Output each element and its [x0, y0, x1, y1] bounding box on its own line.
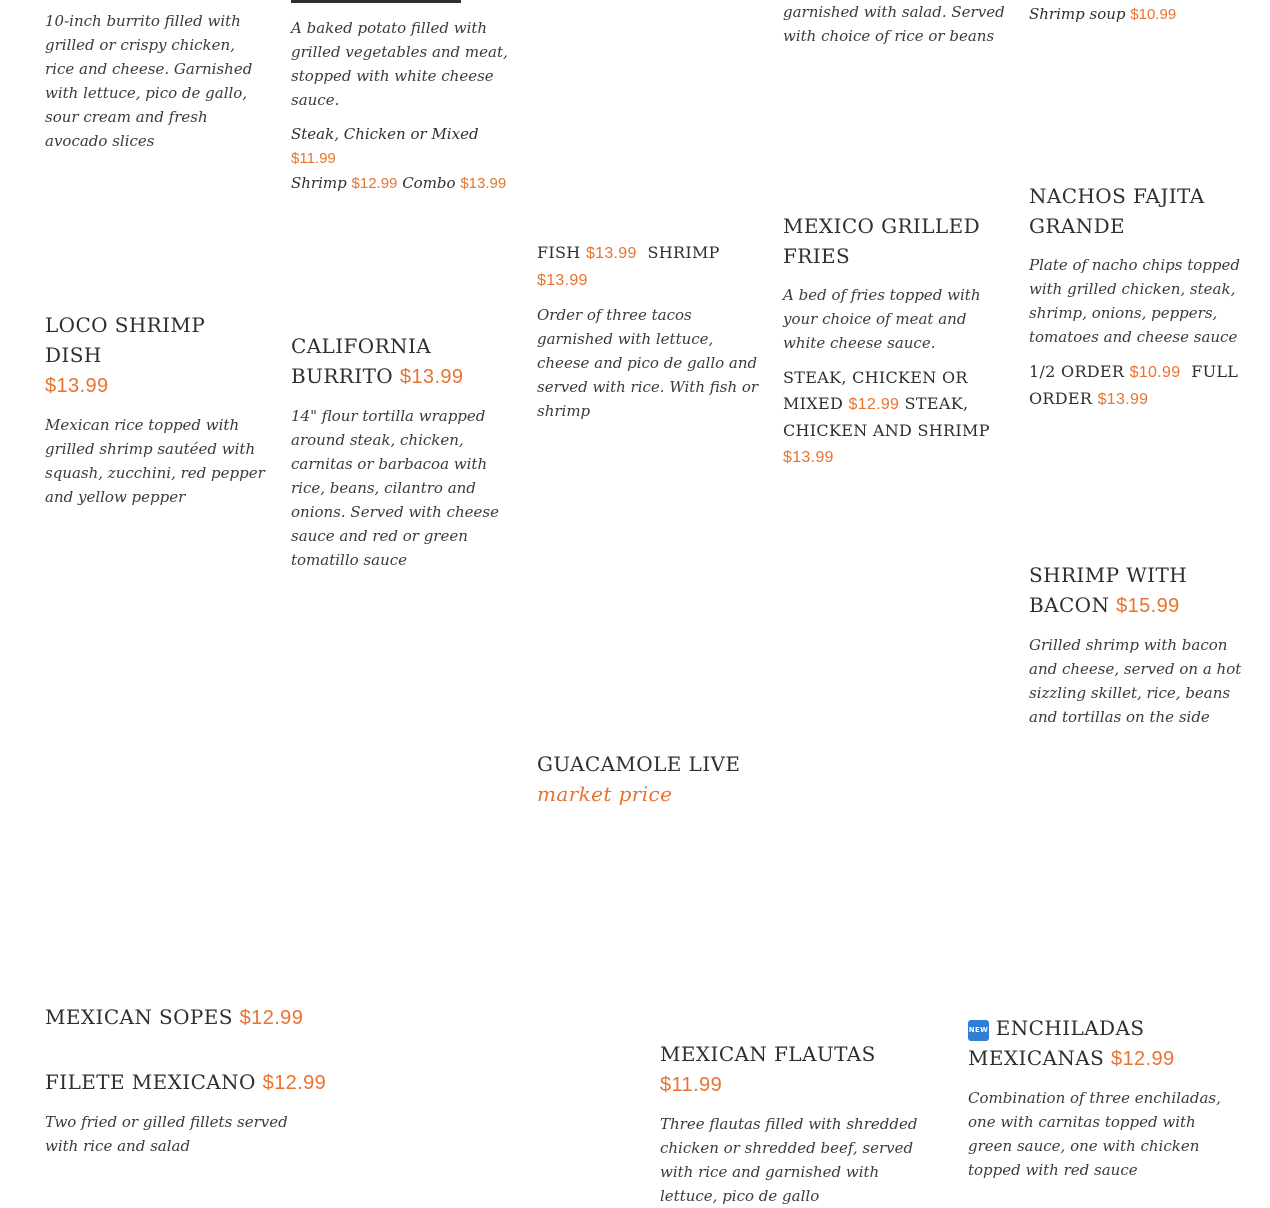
menu-item-filete	[45, 1067, 325, 1158]
option-label: Steak, Chicken or Mixed	[291, 125, 479, 143]
soup-price: $10.99	[1130, 6, 1177, 23]
item-name: SHRIMP WITH BACON	[1029, 563, 1188, 617]
option-price: $13.99	[1097, 391, 1149, 408]
item-title: NACHOS FAJITA GRANDE	[1029, 184, 1205, 238]
menu-item-flautas	[660, 1039, 940, 1208]
menu-item-grilled-fries	[783, 211, 1005, 471]
item-price: $13.99	[45, 375, 109, 397]
item-description: 14" flour tortilla wrapped around steak, chicken, carnitas or barbacoa with rice, beans, cilantro and onions. Served with cheese sauce and red or green tomatillo sauce	[291, 407, 499, 569]
option-label: 1/2 ORDER	[1029, 362, 1125, 381]
item-name: GUACAMOLE LIVE	[537, 752, 741, 776]
item-name: CALIFORNIA BURRITO	[291, 334, 432, 388]
option-label: STEAK, CHICKEN OR MIXED	[783, 368, 968, 413]
item-description: Plate of nacho chips topped with grilled chicken, steak, shrimp, onions, peppers, tomatoes and cheese sauce	[1029, 256, 1240, 346]
option-label: Combo	[402, 174, 456, 192]
cut-off-title	[291, 0, 513, 6]
item-name: MEXICAN SOPES	[45, 1005, 233, 1029]
menu-item-california-burrito	[291, 331, 513, 572]
soup-label: Shrimp soup	[1029, 5, 1126, 23]
option-label: STEAK, CHICKEN AND SHRIMP	[783, 394, 990, 440]
item-name: ENCHILADAS MEXICANAS	[968, 1016, 1145, 1070]
top-description: garnished with salad. Served with choice of rice or beans	[783, 3, 1005, 45]
option-label: SHRIMP	[647, 243, 720, 262]
option-label: FULL ORDER	[1029, 362, 1239, 408]
menu-item-shrimp-bacon	[1029, 560, 1251, 729]
menu-item-guacamole	[537, 749, 759, 809]
item-name: FILETE MEXICANO	[45, 1070, 256, 1094]
item-title: MEXICO GRILLED FRIES	[783, 214, 981, 268]
item-description: Grilled shrimp with bacon and cheese, served on a hot sizzling skillet, rice, beans and tortillas on the side	[1029, 636, 1242, 726]
option-price: $13.99	[783, 449, 834, 466]
item-price: market price	[537, 782, 673, 806]
item-description: A bed of fries topped with your choice of meat and white cheese sauce.	[783, 286, 981, 352]
item-description: Three flautas filled with shredded chicken or shredded beef, served with rice and garnished with lettuce, pico de gallo	[660, 1115, 918, 1205]
item-title	[45, 1067, 325, 1098]
potato-description: A baked potato filled with grilled vegetables and meat, stopped with white cheese sauce.	[291, 19, 508, 109]
item-title	[537, 749, 759, 809]
burrito-description: 10-inch burrito filled with grilled or crispy chicken, rice and cheese. Garnished with lettuce, pico de gallo, sour cream and fresh avocado slices	[45, 12, 253, 150]
item-price: $13.99	[399, 366, 464, 388]
option-price: $12.99	[848, 396, 900, 413]
menu-item-sopes	[45, 1002, 445, 1033]
item-description: Mexican rice topped with grilled shrimp sautéed with squash, zucchini, red pepper and yellow pepper	[45, 416, 265, 506]
menu-item-nachos-fajita	[1029, 181, 1251, 413]
item-title	[291, 331, 513, 392]
item-price: $15.99	[1116, 595, 1180, 617]
item-description: Combination of three enchiladas, one with carnitas topped with green sauce, one with chicken topped with red sauce	[968, 1089, 1221, 1179]
item-price: $12.99	[262, 1072, 327, 1094]
option-label: Shrimp	[291, 174, 347, 192]
item-title	[45, 1002, 445, 1033]
item-title	[968, 1013, 1243, 1074]
item-name: MEXICAN FLAUTAS	[660, 1042, 876, 1066]
item-price: $12.99	[1110, 1048, 1175, 1070]
tacos-options	[537, 240, 759, 423]
option-price: $13.99	[537, 272, 588, 289]
item-description: Two fried or gilled fillets served with rice and salad	[45, 1113, 288, 1155]
menu-item-loco-shrimp	[45, 310, 267, 509]
option-price: $13.99	[460, 175, 507, 192]
item-title	[1029, 560, 1251, 621]
option-label: FISH	[537, 243, 581, 262]
option-price: $11.99	[291, 150, 336, 167]
item-price: $11.99	[660, 1074, 723, 1096]
item-price: $12.99	[239, 1007, 304, 1029]
menu-item-enchiladas	[968, 1013, 1243, 1182]
potato-options	[291, 122, 521, 196]
option-price: $12.99	[351, 175, 398, 192]
new-badge-icon: NEW	[968, 1020, 989, 1041]
item-title	[660, 1039, 940, 1100]
item-name: LOCO SHRIMP DISH	[45, 313, 206, 367]
tacos-description: Order of three tacos garnished with lettuce, cheese and pico de gallo and served with rice. With fish or shrimp	[537, 306, 759, 420]
item-title	[45, 310, 267, 401]
option-price: $13.99	[585, 245, 637, 262]
option-price: $10.99	[1129, 364, 1181, 381]
